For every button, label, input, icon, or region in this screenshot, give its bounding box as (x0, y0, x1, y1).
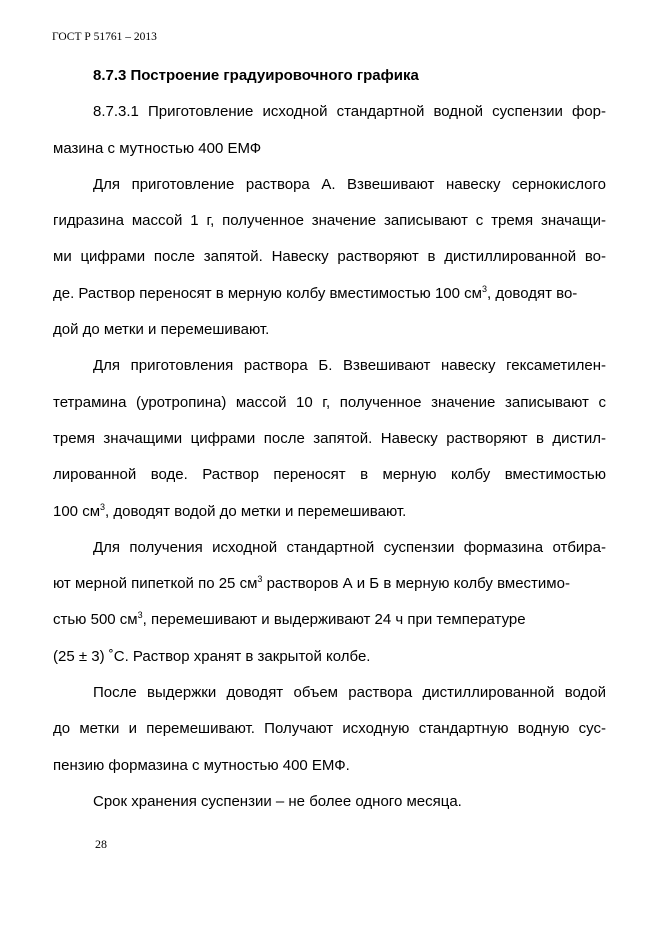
text-segment: растворов А и Б в мерную колбу вместимо- (262, 575, 570, 593)
text-line: гидразина массой 1 г, полученное значение записывают с тремя значащи- (53, 212, 606, 230)
text-line: Для получения исходной стандартной суспензии формазина отбира- (93, 538, 606, 556)
superscript: 3 (481, 283, 487, 294)
text-line: тремя значащими цифрами после запятой. Навеску растворяют в дистил- (53, 429, 606, 447)
text-line: до метки и перемешивают. Получают исходную стандартную водную сус- (53, 720, 606, 738)
text-segment: де. Раствор переносят в мерную колбу вместимостью 100 см (53, 284, 482, 302)
text-segment: стью 500 см (53, 611, 138, 629)
text-line: Для приготовление раствора А. Взвешивают навеску сернокислого (93, 175, 606, 193)
text-segment: , перемешивают и выдерживают 24 ч при температуре (142, 611, 526, 629)
text-line (53, 276, 606, 312)
text-line: мазина с мутностью 400 ЕМФ (53, 139, 262, 157)
text-line: пензию формазина с мутностью 400 ЕМФ. (53, 756, 350, 774)
page-number: 28 (95, 837, 107, 851)
text-line: лированной воде. Раствор переносят в мерную колбу вместимостью (53, 466, 606, 484)
text-segment: , доводят во- (486, 284, 578, 302)
text-segment: 100 см (53, 502, 101, 520)
superscript: 3 (257, 574, 263, 585)
text-segment: , доводят водой до метки и перемешивают. (105, 502, 407, 520)
text-line (53, 494, 606, 530)
text-line (53, 566, 606, 602)
text-line: (25 ± 3) ˚С. Раствор хранят в закрытой колбе. (53, 647, 371, 665)
text-line: дой до метки и перемешивают. (53, 321, 270, 339)
text-line: Срок хранения суспензии – не более одного месяца. (93, 792, 462, 810)
section-heading: 8.7.3 Построение градуировочного графика (93, 67, 419, 84)
superscript: 3 (100, 501, 106, 512)
superscript: 3 (137, 610, 143, 621)
text-line (53, 602, 606, 638)
text-line: тетрамина (уротропина) массой 10 г, полученное значение записывают с (53, 393, 606, 411)
text-line: ми цифрами после запятой. Навеску растворяют в дистиллированной во- (53, 248, 606, 266)
text-line: После выдержки доводят объем раствора дистиллированной водой (93, 684, 606, 702)
text-segment: ют мерной пипеткой по 25 см (53, 575, 258, 593)
document-header: ГОСТ Р 51761 – 2013 (52, 31, 157, 43)
text-line: 8.7.3.1 Приготовление исходной стандартной водной суспензии фор- (93, 103, 606, 121)
text-line: Для приготовления раствора Б. Взвешивают навеску гексаметилен- (93, 357, 606, 375)
document-body (53, 58, 606, 820)
